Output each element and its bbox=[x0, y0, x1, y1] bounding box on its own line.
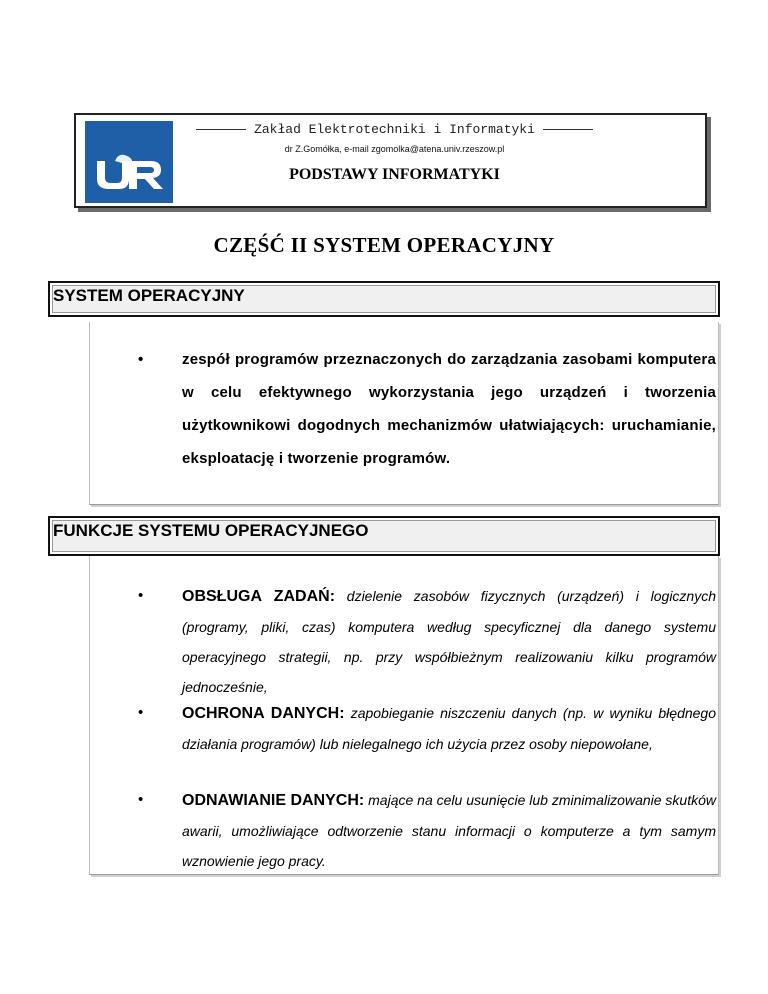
section1-heading: SYSTEM OPERACYJNY bbox=[53, 286, 245, 305]
part-title: CZĘŚĆ II SYSTEM OPERACYJNY bbox=[213, 233, 555, 257]
ur-logo-icon bbox=[85, 121, 173, 203]
rule-left bbox=[196, 129, 246, 130]
section1-text: zespół programów przeznaczonych do zarządzania zasobami komputera w celu efektywnego wykorzystania jego urządzeń i tworzenia użytkownikowi dogodnych mechanizmów ułatwiających: uruchamianie, eksploatację i tworzenie programów. bbox=[182, 351, 716, 467]
section2-heading-bar bbox=[48, 516, 720, 556]
function-item-tasks bbox=[138, 581, 716, 702]
rule-right bbox=[543, 129, 593, 130]
item-heading: OBSŁUGA ZADAŃ: bbox=[182, 588, 336, 605]
item-text: mające na celu usunięcie lub zminimalizowanie skutków awarii, umożliwiające odtworzenie stanu informacji o komputerze a tym samym wznowienie jego pracy. bbox=[182, 792, 717, 869]
author-contact: dr Z.Gomółka, e-mail zgomolka@atena.univ.rzeszow.pl bbox=[284, 144, 505, 154]
function-item-recovery bbox=[138, 785, 716, 876]
bullet-icon: • bbox=[138, 351, 144, 368]
section1-paragraph bbox=[138, 343, 716, 475]
bullet-icon: • bbox=[138, 587, 144, 604]
university-logo bbox=[85, 121, 173, 203]
item-heading: ODNAWIANIE DANYCH: bbox=[182, 792, 365, 809]
function-item-protection bbox=[138, 698, 716, 759]
document-header bbox=[74, 113, 707, 208]
course-title: PODSTAWY INFORMATYKI bbox=[289, 166, 500, 183]
bullet-icon: • bbox=[138, 704, 144, 721]
item-text: dzielenie zasobów fizycznych (urządzeń) i logicznych (programy, pliki, czas) komputera według specyficznej dla danego systemu operacyjnego strategii, np. przy współbieżnym realizowaniu kilku programów jednocześnie, bbox=[182, 588, 716, 695]
department-line bbox=[182, 122, 607, 137]
department-name: Zakład Elektrotechniki i Informatyki bbox=[254, 122, 535, 137]
section2-heading: FUNKCJE SYSTEMU OPERACYJNEGO bbox=[53, 521, 369, 540]
item-heading: OCHRONA DANYCH: bbox=[182, 705, 345, 722]
item-text: zapobieganie niszczeniu danych (np. w wyniku błędnego działania programów) lub nielegalnego ich użycia przez osoby niepowołane, bbox=[182, 705, 716, 752]
section1-heading-bar bbox=[48, 281, 720, 317]
bullet-icon: • bbox=[138, 791, 144, 808]
